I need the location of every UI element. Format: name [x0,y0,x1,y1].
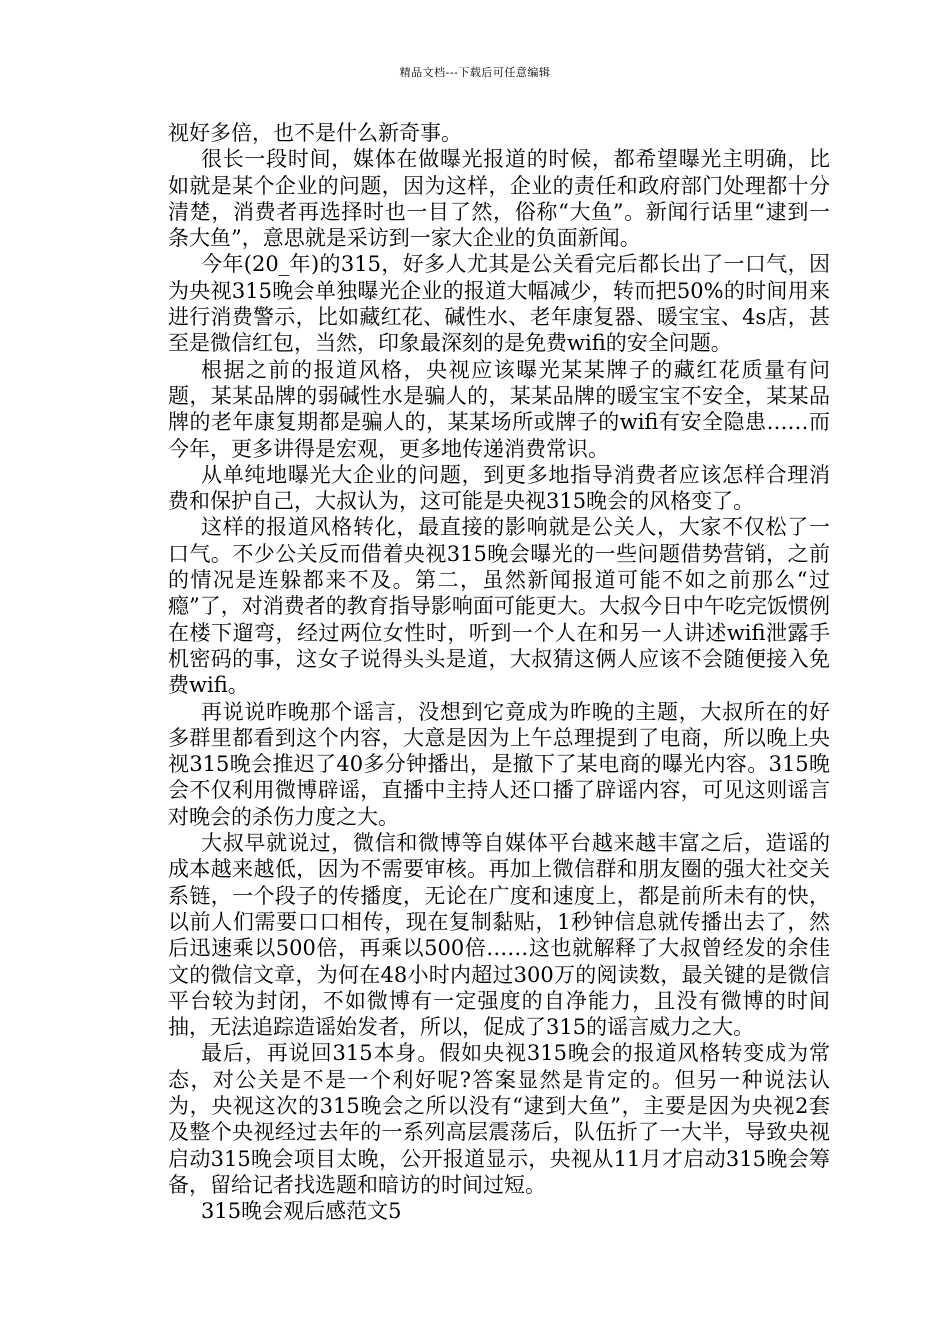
section-heading: 315晚会观后感范文5 [201,1199,402,1224]
document-body [168,120,830,1224]
paragraph: 这样的报道风格转化，最直接的影响就是公关人，大家不仅松了一口气。不少公关反而借着央视315晚会曝光的一些问题借势营销，之前的情况是连躲都来不及。第二，虽然新闻报道可能不如之前那么“过瘾”了，对消费者的教育指导影响面可能更大。大叔今日中午吃完饭惯例在楼下遛弯，经过两位女性时，听到一个人在和另一人讲述wifi泄露手机密码的事，这女子说得头头是道，大叔猜这俩人应该不会随便接入免费wifi。 [168,515,830,698]
paragraph: 再说说昨晚那个谣言，没想到它竟成为昨晚的主题，大叔所在的好多群里都看到这个内容，大意是因为上午总理提到了电商，所以晚上央视315晚会推迟了40多分钟播出，是撤下了某电商的曝光内容。315晚会不仅利用微博辟谣，直播中主持人还口播了辟谣内容，可见这则谣言对晚会的杀伤力度之大。 [168,699,830,829]
paragraph-continuation: 视好多倍，也不是什么新奇事。 [168,121,462,145]
paragraph: 最后，再说回315本身。假如央视315晚会的报道风格转变成为常态，对公关是不是一个利好呢?答案显然是肯定的。但另一种说法认为，央视这次的315晚会之所以没有“逮到大鱼”，主要是因为央视2套及整个央视经过去年的一系列高层震荡后，队伍折了一大半，导致央视启动315晚会项目太晚，公开报道显示，央视从11月才启动315晚会筹备，留给记者找选题和暗访的时间过短。 [168,1041,830,1197]
page-header: 精品文档---下载后可任意编辑 [399,66,551,79]
paragraph: 从单纯地曝光大企业的问题，到更多地指导消费者应该怎样合理消费和保护自己，大叔认为，这可能是央视315晚会的风格变了。 [168,462,830,514]
paragraph: 大叔早就说过，微信和微博等自媒体平台越来越丰富之后，造谣的成本越来越低，因为不需要审核。再加上微信群和朋友圈的强大社交关系链，一个段子的传播度，无论在广度和速度上，都是前所未有的快，以前人们需要口口相传，现在复制黏贴，1秒钟信息就传播出去了，然后迅速乘以500倍，再乘以500倍……这也就解释了大叔曾经发的余佳文的微信文章，为何在48小时内超过300万的阅读数，最关键的是微信平台较为封闭，不如微博有一定强度的自净能力，且没有微博的时间抽，无法追踪造谣始发者，所以，促成了315的谣言威力之大。 [168,831,830,1040]
paragraph: 今年(20_年)的315，好多人尤其是公关看完后都长出了一口气，因为央视315晚会单独曝光企业的报道大幅减少，转而把50%的时间用来进行消费警示，比如藏红花、碱性水、老年康复器、暖宝宝、4s店，甚至是微信红包，当然，印象最深刻的是免费wifi的安全问题。 [168,252,830,356]
paragraph: 很长一段时间，媒体在做曝光报道的时候，都希望曝光主明确，比如就是某个企业的问题，因为这样，企业的责任和政府部门处理都十分清楚，消费者再选择时也一目了然，俗称“大鱼”。新闻行话里“逮到一条大鱼”，意思就是采访到一家大企业的负面新闻。 [168,147,830,251]
paragraph: 根据之前的报道风格，央视应该曝光某某牌子的藏红花质量有问题，某某品牌的弱碱性水是骗人的，某某品牌的暖宝宝不安全，某某品牌的老年康复期都是骗人的，某某场所或牌子的wifi有安全隐患……而今年，更多讲得是宏观，更多地传递消费常识。 [168,357,830,461]
